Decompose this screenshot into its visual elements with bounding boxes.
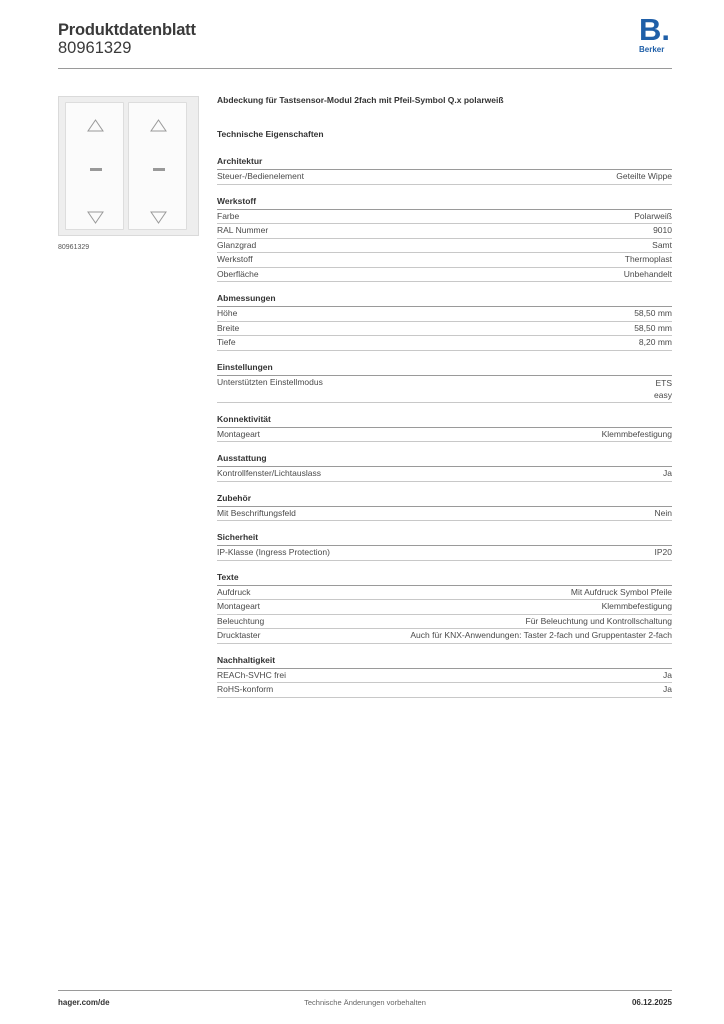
spec-label: Werkstoff [217, 254, 253, 264]
spec-groups [217, 156, 672, 698]
group-title: Ausstattung [217, 453, 672, 467]
spec-label: Farbe [217, 210, 240, 221]
spec-group [217, 362, 672, 403]
spec-value: Unbehandelt [623, 268, 672, 279]
spec-label: IP-Klasse (Ingress Protection) [217, 547, 330, 557]
arrow-down-icon [87, 211, 104, 224]
spec-value: Ja [663, 468, 672, 478]
spec-label: Mit Beschriftungsfeld [217, 507, 296, 518]
spec-row [217, 629, 672, 644]
spec-label: REACh-SVHC frei [217, 669, 286, 680]
spec-value: 8,20 mm [638, 337, 672, 347]
spec-value: Ja [663, 684, 672, 694]
spec-row [217, 239, 672, 254]
logo-word: Berker [639, 45, 665, 54]
spec-label: Montageart [217, 601, 260, 611]
spec-group [217, 493, 672, 522]
group-title: Texte [217, 572, 672, 586]
spec-value-line: ETS [655, 377, 672, 388]
indicator-bar [153, 168, 165, 171]
spec-group [217, 572, 672, 644]
spec-row [217, 268, 672, 283]
spec-content [217, 95, 672, 709]
spec-row [217, 683, 672, 698]
spec-label: Montageart [217, 428, 260, 439]
spec-value [654, 376, 672, 402]
spec-row [217, 336, 672, 351]
spec-row [217, 586, 672, 601]
spec-label: Oberfläche [217, 268, 259, 279]
arrow-up-icon [150, 119, 167, 132]
document-number: 80961329 [58, 39, 132, 57]
spec-label: Glanzgrad [217, 239, 257, 250]
spec-label: Tiefe [217, 337, 236, 347]
spec-group [217, 453, 672, 482]
group-title: Nachhaltigkeit [217, 655, 672, 669]
product-title: Abdeckung für Tastsensor-Modul 2fach mit Pfeil-Symbol Q.x polarweiß [217, 95, 504, 105]
product-image [58, 96, 199, 236]
spec-label: Kontrollfenster/Lichtauslass [217, 468, 321, 478]
spec-value: Polarweiß [634, 210, 672, 221]
spec-row [217, 210, 672, 225]
logo-letter: B. [639, 12, 670, 47]
section-heading: Technische Eigenschaften [217, 129, 324, 139]
page-footer [58, 990, 672, 1011]
document-title: Produktdatenblatt [58, 21, 196, 39]
spec-row [217, 170, 672, 185]
spec-value: Für Beleuchtung und Kontrollschaltung [525, 615, 672, 626]
spec-value: Klemmbefestigung [601, 428, 672, 439]
spec-row [217, 546, 672, 561]
group-title: Abmessungen [217, 293, 672, 307]
spec-row [217, 322, 672, 337]
spec-value: Samt [652, 239, 672, 250]
spec-row [217, 615, 672, 630]
spec-group [217, 196, 672, 283]
spec-label: RoHS-konform [217, 684, 274, 694]
spec-value: 9010 [653, 225, 672, 235]
spec-value: Ja [663, 669, 672, 680]
rocker-left [65, 102, 124, 230]
group-title: Einstellungen [217, 362, 672, 376]
spec-group [217, 293, 672, 351]
spec-group [217, 532, 672, 561]
spec-label: Breite [217, 322, 240, 333]
arrow-up-icon [87, 119, 104, 132]
spec-label: Drucktaster [217, 630, 261, 640]
spec-label: Steuer-/Bedienelement [217, 171, 304, 181]
spec-row [217, 376, 672, 403]
spec-row [217, 253, 672, 268]
footer-website: hager.com/de [58, 998, 110, 1007]
spec-label: Unterstützten Einstellmodus [217, 376, 323, 387]
page-header [58, 12, 672, 69]
spec-value: IP20 [654, 547, 672, 557]
spec-label: RAL Nummer [217, 225, 269, 235]
spec-value: 58,50 mm [634, 308, 672, 318]
group-title: Architektur [217, 156, 672, 170]
spec-value: Klemmbefestigung [601, 601, 672, 611]
rocker-right [128, 102, 187, 230]
group-title: Konnektivität [217, 414, 672, 428]
spec-row [217, 428, 672, 443]
group-title: Zubehör [217, 493, 672, 507]
spec-row [217, 307, 672, 322]
spec-value-line: easy [654, 390, 672, 400]
spec-value: Thermoplast [624, 254, 672, 264]
spec-label: Beleuchtung [217, 615, 265, 626]
spec-value: Geteilte Wippe [616, 171, 672, 181]
spec-group [217, 156, 672, 185]
berker-logo [639, 12, 672, 56]
spec-row [217, 600, 672, 615]
spec-row [217, 224, 672, 239]
spec-value: 58,50 mm [634, 322, 672, 333]
group-title: Sicherheit [217, 532, 672, 546]
spec-value: Mit Aufdruck Symbol Pfeile [570, 586, 672, 597]
spec-row [217, 669, 672, 684]
footer-date: 06.12.2025 [631, 998, 672, 1007]
spec-group [217, 414, 672, 443]
footer-note: Technische Änderungen vorbehalten [304, 998, 426, 1007]
group-title: Werkstoff [217, 196, 672, 210]
spec-value: Auch für KNX-Anwendungen: Taster 2-fach und Gruppentaster 2-fach [410, 630, 672, 640]
spec-row [217, 467, 672, 482]
indicator-bar [90, 168, 102, 171]
spec-row [217, 507, 672, 522]
arrow-down-icon [150, 211, 167, 224]
spec-group [217, 655, 672, 698]
spec-label: Aufdruck [217, 586, 251, 597]
image-caption: 80961329 [58, 244, 90, 251]
spec-label: Höhe [217, 308, 238, 318]
spec-value: Nein [654, 507, 672, 518]
